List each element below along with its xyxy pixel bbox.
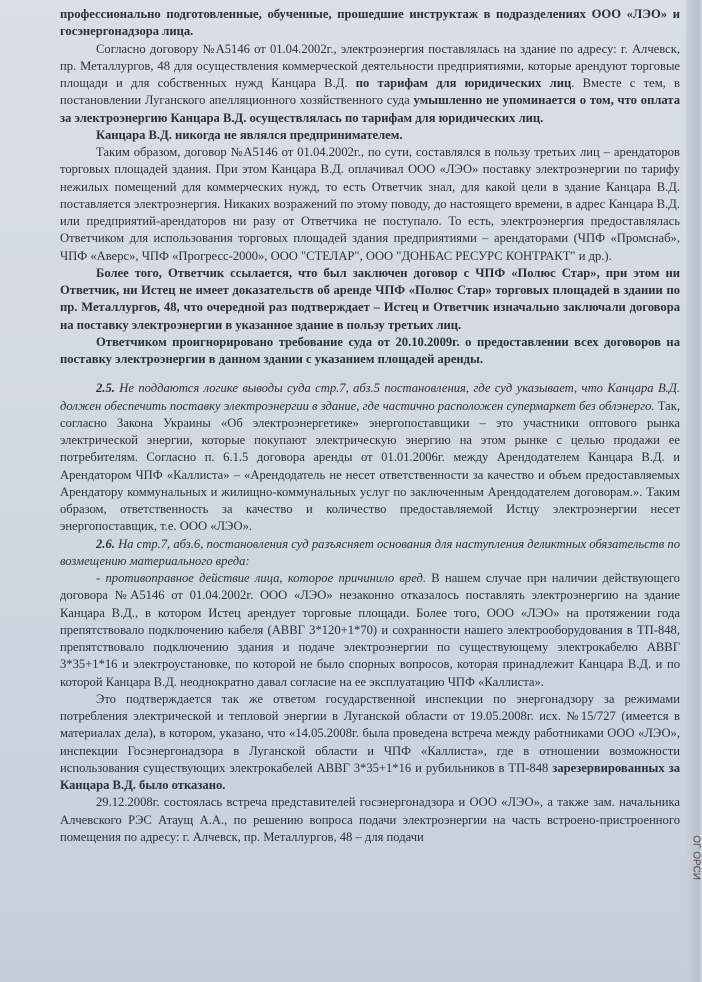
intro-paragraph-2-bold-d: умышленно не упоминается о том, что оплата за электроэнергию Канцара В.Д. осуществлялась по тарифам для юридических лиц.: [60, 93, 680, 125]
section-2-6-italic: На стр.7, абз.6, постановления суд разъясняет основания для наступления деликтных обязательств по возмещению материального вреда:: [60, 536, 680, 568]
section-2-5-number: 2.5.: [96, 381, 115, 396]
intro-paragraph-2-text-a: Согласно договору №А5146 от 01.04.2002г., электроэнергия поставлялась на здание по адресу: г. Алчевск, пр. Металлургов, 48 для осуществления коммерческой деятельности предприятиями, которые арендуют торговые площади и для собственных нужд Канцара В.Д.: [60, 41, 680, 90]
section-2-6-italic-b: - противоправное действие лица, которое причинило вред.: [96, 571, 426, 585]
intro-paragraph-1-bold: профессионально подготовленные, обученные, прошедшие инструктаж в подразделениях ООО «ЛЭО» и госэнергонадзора лица.: [60, 7, 680, 39]
section-2-6-text-c: В нашем случае при наличии действующего договора №А5146 от 01.04.2002г. ООО «ЛЭО» незаконно отказалось поставлять электроэнергию на здание Канцара В.Д., в котором Истец арендует торговые площади. Более того, ООО «ЛЭО» на протяжении года препятствовало подключению кабеля (АВВГ 3*120+1*70) и сохранности нашего электрооборудования в ТП-848, препятствовало подключению здания и подаче электроэнергии по существующему электрокабелю АВВГ 3*35+1*16 и электроустановке, по которой не было спорных вопросов, которая принадлежит Канцара В.Д. и по которой Канцара В.Д. неоднократно давал согласие на ее эксплуатацию ЧПФ «Каллиста».: [60, 571, 680, 689]
intro-paragraph-1: [60, 6, 680, 41]
section-2-6-number: 2.6.: [96, 536, 115, 551]
confirm-paragraph-text: Это подтверждается так же ответом государственной инспекции по энергонадзору за режимами потребления электрической и тепловой энергии в Луганской области от 19.05.2008г. исх. №15/727 (имеется в материалах дела), в котором, указано, что «14.05.2008г. была проведена встреча между работниками ООО «ЛЭО», инспекции Госэнергонадзора в Луганской области и ЧПФ «Каллиста», где в отношении возможности использования существующих электрокабелей АВВГ 3*35+1*16 и рубильников в ТП-848: [60, 691, 680, 775]
confirm-paragraph: [60, 691, 680, 795]
intro-paragraph-3: [60, 127, 680, 144]
section-gap: [60, 368, 680, 380]
intro-paragraph-5: [60, 265, 680, 334]
last-paragraph: 29.12.2008г. состоялась встреча представителей госэнергонадзора и ООО «ЛЭО», а также зам. начальника Алчевского РЭС Атаущ А.А., по решению вопроса подачи электроэнергии на часть встроено-пристроенного помещения по адресу: г. Алчевск, пр. Металлургов, 48 – для подачи: [60, 795, 680, 844]
intro-paragraph-6: [60, 334, 680, 369]
confirm-paragraph-bold: зарезервированных за Канцара В.Д. было отказано.: [60, 760, 680, 792]
paper-edge: [686, 0, 700, 982]
intro-paragraph-3-bold: Канцара В.Д. никогда не являлся предпринимателем.: [96, 127, 403, 142]
section-2-5-italic: Не поддаются логике выводы суда стр.7, абз.5 постановления, где суд указывает, что Канцара В.Д. должен обеспечить поставку электроэнергии в здание, где частично расположен супермаркет без облэнерго.: [60, 381, 680, 413]
section-2-6-paragraph: [60, 570, 680, 691]
section-2-5-paragraph: [60, 380, 680, 535]
intro-paragraph-5-bold: Более того, Ответчик ссылается, что был заключен договор с ЧПФ «Полюс Стар», при этом ни Ответчик, ни Истец не имеет доказательств об аренде ЧПФ «Полюс Стар» торговых площадей в здании по пр. Металлургов, 48, что очередной раз подтверждает – Истец и Ответчик изначально заключали договора на поставку электроэнергии в указанное здание в пользу третьих лиц.: [60, 265, 680, 332]
section-2-6-heading: [60, 536, 680, 571]
intro-paragraph-4: Таким образом, договор №А5146 от 01.04.2002г., по сути, составлялся в пользу третьих лиц – арендаторов торговых площадей здания. При этом Канцара В.Д. оплачивал ООО «ЛЭО» поставку электроэнергии по тарифу нежилых помещений для коммерческих нужд, то есть Ответчик знал, для какой цели в здание Канцара В.Д. поставляется электроэнергия. Никаких возражений по этому поводу, до настоящего времени, в адрес Канцара В.Д. или предприятий-арендаторов ни разу от Ответчика не поступало. То есть, электроэнергия предоставлялась Ответчиком для использования торговых площадей здания предприятиями – арендаторами (ЧПФ «Промснаб», ЧПФ «Аверс», ЧПФ «Прогресс-2000», ООО "СТЕЛАР", ООО "ДОНБАС РЕСУРС КОНТРАКТ" и др.).: [60, 145, 680, 263]
section-2-5-text: Так, согласно Закона Украины «Об электроэнергетике» энергопоставщики – это участники оптового рынка электрической энергии, которые покупают электрическую энергию на этом рынке с целью продажи ее потребителям. Согласно п. 6.1.5 договора аренды от 01.01.2006г. между Арендодателем Канцара В.Д. и Арендатором ЧПФ «Каллиста» – «Арендодатель не несет ответственности за качество и объем предоставляемых Арендатору коммунальных и жилищно-коммунальных услуг по заключенным Арендодателем договорам.». Таким образом, ответственность за качество и количество предоставляемой Истцу электроэнергии несет энергопоставщик, т.е. ООО «ЛЭО».: [60, 398, 680, 534]
intro-paragraph-6-bold: Ответчиком проигнорировано требование суда от 20.10.2009г. о предоставлении всех договоров на поставку электроэнергии в данном здании с указанием площадей аренды.: [60, 334, 680, 366]
edge-stamp-text: ОГ ОРСИ: [691, 835, 702, 880]
intro-paragraph-2-text-c: . Вместе с тем, в постановлении Луганского апелляционного хозяйственного суда: [60, 76, 680, 108]
intro-paragraph-2: [60, 41, 680, 127]
intro-paragraph-2-bold-b: по тарифам для юридических лиц: [355, 76, 572, 90]
